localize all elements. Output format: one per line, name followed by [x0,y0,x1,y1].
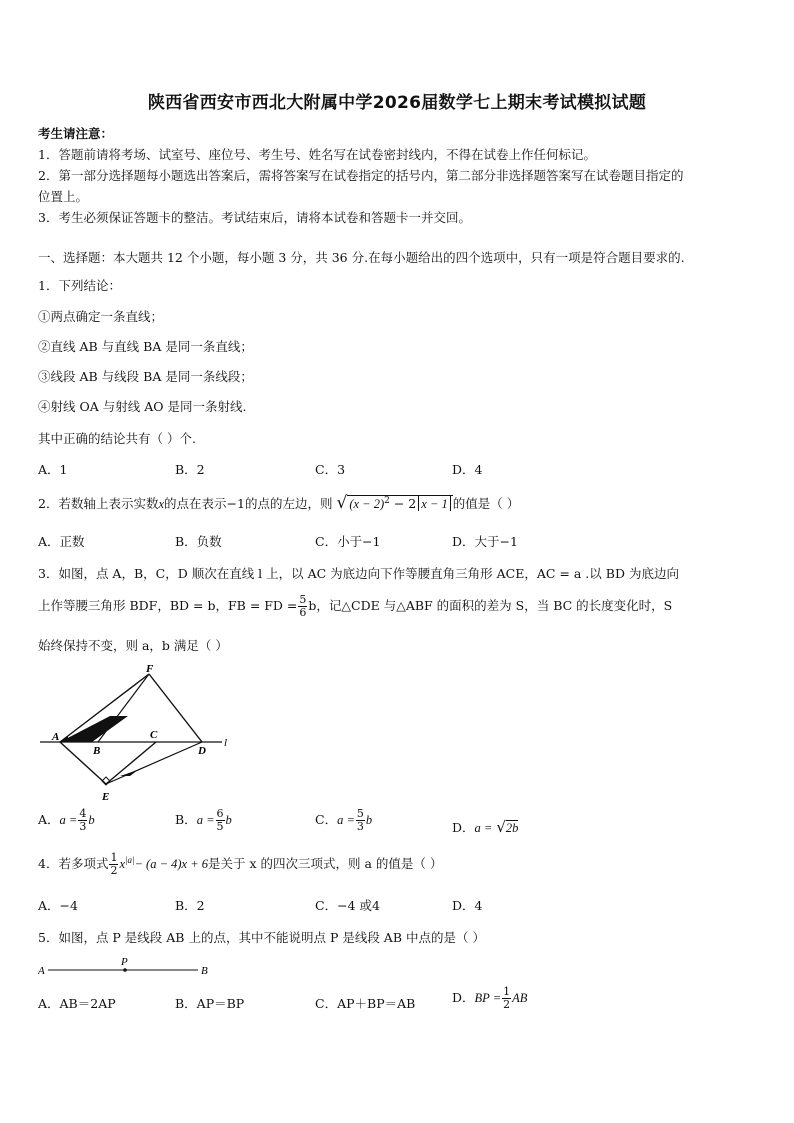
q2-var-x: x [158,497,165,511]
q1-statement: ③线段 AB 与线段 BA 是同一条线段； [38,369,253,384]
point-p [123,968,127,972]
q5-option-d[interactable] [452,986,527,1011]
label-e: E [102,791,110,803]
label-a: A [38,965,45,977]
fraction-denominator: 3 [79,820,87,833]
label-b: B [93,745,101,757]
q2-text: 的点的左边，则 [244,496,333,511]
q2-exponent: 2 [384,495,390,506]
shaded-region [60,716,128,742]
q2-abs-expr: x − 1 [421,497,448,511]
label-d: D [198,745,206,757]
option-letter: B． [175,812,197,827]
q3-option-a[interactable] [38,808,95,833]
fraction-denominator: 3 [356,820,364,833]
fraction [356,808,365,833]
label-f: F [146,664,154,675]
sqrt-symbol: √ [336,493,348,513]
fraction-numerator: 4 [79,807,87,820]
q1-stem: 1．下列结论： [38,278,121,293]
q3-text: b，记△CDE 与△ABF 的面积的差为 S，当 BC 的长度变化时，S [308,598,673,613]
q1-option-b[interactable]: B．2 [175,462,205,477]
q3-line: 3．如图，点 A，B，C，D 顺次在直线 l 上，以 AC 为底边向下作等腰直角三角形 ACE，AC = a .以 BD 为底边向 [38,566,679,581]
option-rhs: b [225,813,232,827]
q2-expr: (x − 2) [349,497,385,511]
q4-var-x: x [119,857,126,871]
q3-option-b[interactable] [175,808,232,833]
q2-stem [38,493,519,513]
option-rhs: b [88,813,95,827]
q2-text: 的点在表示 [164,496,227,511]
fraction-numerator: 5 [299,593,307,606]
label-b: B [201,965,208,977]
fraction [109,852,118,877]
notice-item: 1．答题前请将考场、试室号、座位号、考生号、姓名写在试卷密封线内，不得在试卷上作任何标记。 [38,147,596,162]
option-lhs: a = [474,821,493,835]
q4-stem [38,852,442,877]
label-c: C [150,729,158,741]
q2-option-d[interactable]: D．大于−1 [452,534,518,549]
q4-expr: − (a − 4)x + 6 [134,857,209,871]
q2-abs [418,496,450,511]
option-letter: D． [452,990,475,1005]
q2-text: 的值是（ ） [452,496,520,511]
fraction-numerator: 1 [503,985,511,998]
option-rhs: AB [512,991,528,1005]
q5-option-a[interactable]: A．AB＝2AP [38,996,116,1011]
section-heading: 一、选择题：本大题共 12 个小题，每小题 3 分，共 36 分.在每小题给出的四个选项中，只有一项是符合题目要求的. [38,250,685,265]
option-rhs: b [365,813,373,827]
q4-exponent: |a| [125,854,135,865]
q1-ask: 其中正确的结论共有（ ）个. [38,431,196,446]
q3-text: 上作等腰三角形 BDF，BD = b，FB = FD = [38,598,298,613]
q3-line: 始终保持不变，则 a，b 满足（ ） [38,638,228,653]
q4-text: 4．若多项式 [38,856,109,871]
fraction-denominator: 2 [503,998,511,1011]
q5-option-b[interactable]: B．AP＝BP [175,996,245,1011]
option-lhs: a = [59,813,78,827]
option-letter: A． [38,812,60,827]
fraction-numerator: 1 [110,851,118,864]
q1-statement: ②直线 AB 与直线 BA 是同一条直线； [38,339,253,354]
fraction [216,808,225,833]
notice-heading: 考生请注意： [38,126,114,141]
option-letter: D． [452,820,475,835]
fraction-denominator: 2 [110,864,118,877]
q4-option-b[interactable]: B．2 [175,898,205,913]
q5-stem: 5．如图，点 P 是线段 AB 上的点，其中不能说明点 P 是线段 AB 中点的是（ ） [38,930,485,945]
option-letter: C． [315,812,338,827]
q3-option-d[interactable] [452,818,518,836]
fraction-denominator: 6 [299,606,307,619]
q1-option-c[interactable]: C．3 [315,462,346,477]
q2-option-b[interactable]: B．负数 [175,534,222,549]
q5-option-c[interactable]: C．AP＋BP＝AB [315,996,416,1011]
notice-item: 位置上。 [38,189,89,204]
fraction [298,594,307,619]
segment-de [106,742,202,784]
label-l: l [224,737,228,749]
q3-line [38,594,672,619]
q4-text: 是关于 x 的四次三项式，则 a 的值是（ ） [208,856,443,871]
fraction-numerator: 6 [216,807,224,820]
notice-item: 3．考生必须保证答题卡的整洁。考试结束后，请将本试卷和答题卡一并交回。 [38,210,471,225]
sqrt-symbol: √ [496,818,506,836]
q1-option-d[interactable]: D．4 [452,462,483,477]
q1-statement: ④射线 OA 与射线 AO 是同一条射线. [38,399,247,414]
q3-option-c[interactable] [315,808,372,833]
q3-diagram [38,664,238,806]
option-lhs: BP = [474,991,502,1005]
label-p: P [121,956,128,968]
q2-text: 2．若数轴上表示实数 [38,496,159,511]
option-lhs: a = [196,813,215,827]
page-title: 陕西省西安市西北大附属中学2026届数学七上期末考试模拟试题 [147,93,647,113]
fraction [502,986,511,1011]
q1-statement: ①两点确定一条直线； [38,309,164,324]
fraction-denominator: 5 [216,820,224,833]
fraction [78,808,87,833]
fraction-numerator: 5 [356,807,364,820]
q4-option-c[interactable]: C．−4 或4 [315,898,380,913]
notice-item: 2．第一部分选择题每小题选出答案后，需将答案写在试卷指定的括号内，第二部分非选择题答案写在试卷题目指定的 [38,168,684,183]
q4-option-a[interactable]: A．−4 [38,898,78,913]
q1-option-a[interactable]: A．1 [38,462,68,477]
q2-option-a[interactable]: A．正数 [38,534,85,549]
label-a: A [52,731,60,743]
q2-radicand [347,495,452,511]
q2-expr: − 2 [393,496,417,511]
q5-segment-diagram [38,956,218,978]
option-radicand: 2b [505,821,519,835]
segment-ce [106,742,156,784]
option-lhs: a = [337,813,355,827]
q4-option-d[interactable]: D．4 [452,898,483,913]
q2-option-c[interactable]: C．小于−1 [315,534,381,549]
q2-number: −1 [226,496,245,511]
